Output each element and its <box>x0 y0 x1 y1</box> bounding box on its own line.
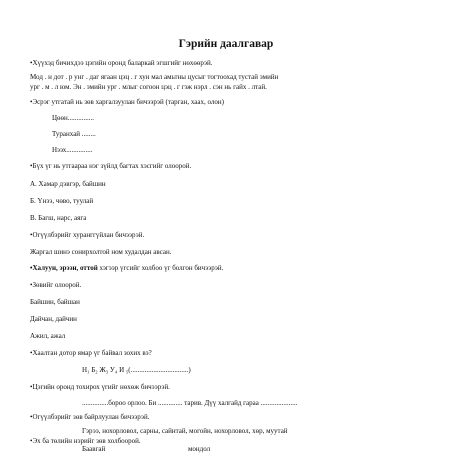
task-5-words: •Халуун, эрээн, оттой <box>30 264 98 272</box>
task-10-heading: •Эх ба төлийн нэрийг зөв холбоорой. <box>30 437 141 445</box>
task-1-text-line-1: Мод . н дот . р унг . даг ягаан цэц . г хун мал амьтны цусыг тогтоохад тустай эмийн <box>30 73 279 81</box>
task-2-heading: •Эсрэг утгатай нь зөв харгалзуулан бичээрэй (тарган, хаах, олон) <box>30 98 224 106</box>
task-6-pair-1: Байшин, байшан <box>30 298 80 306</box>
task-7-heading: •Хаалтан дотор ямар үг байвал зохих вэ? <box>30 349 152 357</box>
task-7-letters: Н₁ Б₂ Ж₃ У₄ И ₅(.................................) <box>82 366 191 374</box>
task-9-words: Гэрээ, нохорловол, сарны, сайнтай, могойн, нохорловол, хөр, муутай <box>82 427 288 435</box>
page-title: Гэрийн даалгавар <box>178 38 274 50</box>
task-10-left-word: Баавгай <box>82 445 106 453</box>
task-3-option-b: Б. Үнээ, чөво, туулай <box>30 197 94 205</box>
task-1-heading: •Хүүхэд бичихдээ цэгийн оронд баларкай эгшгийг нөхөөрэй. <box>30 59 213 67</box>
task-6-pair-2: Дайчан, дайчин <box>30 315 77 323</box>
task-5-heading <box>30 264 223 272</box>
task-4-heading: •Огүүлбэрийг хуранггүйлан бичээрэй. <box>30 231 145 239</box>
task-8-sentences: ...............борoo орлоо. Би .............. тарив. Дүү халгайд гараа ..................... <box>82 399 298 407</box>
task-5-instruction: хэгээр үгсийг холбоо үг болгон бичээрэй. <box>97 264 224 272</box>
task-2-item-1: Цөөн............... <box>52 114 95 122</box>
task-4-sentence: Жаргал шинэ сонирхолтой ном худалдан авсан. <box>30 248 172 256</box>
task-2-item-2: Туранхай ........ <box>52 130 96 138</box>
task-3-option-a: А. Хамар дэвгэр, байшин <box>30 180 106 188</box>
task-2-item-3: Нээх............... <box>52 146 93 154</box>
task-6-heading: •Зөвийг олоорой. <box>30 281 82 289</box>
task-10-right-word: мондол <box>188 445 211 453</box>
task-8-heading: •Цэгийн оронд тохирох үгийг нөхөж бичээрэй. <box>30 383 170 391</box>
task-3-heading: •Бүх үг нь утгаараа нэг зүйлд багтах хэсгийг олоорой. <box>30 162 192 170</box>
task-6-pair-3: Ажил, ажал <box>30 332 66 340</box>
task-3-option-c: В. Багш, нарс, аяга <box>30 214 87 222</box>
task-1-text-line-2: ург . м . л юм. Эн . эмийн ург . млыг согоон цэц . г гэж нэрл . сэн нь гайх . лтай. <box>30 83 267 91</box>
task-9-heading: •Огүүлбэрийг зөв байрлуулан бичээрэй. <box>30 413 150 421</box>
